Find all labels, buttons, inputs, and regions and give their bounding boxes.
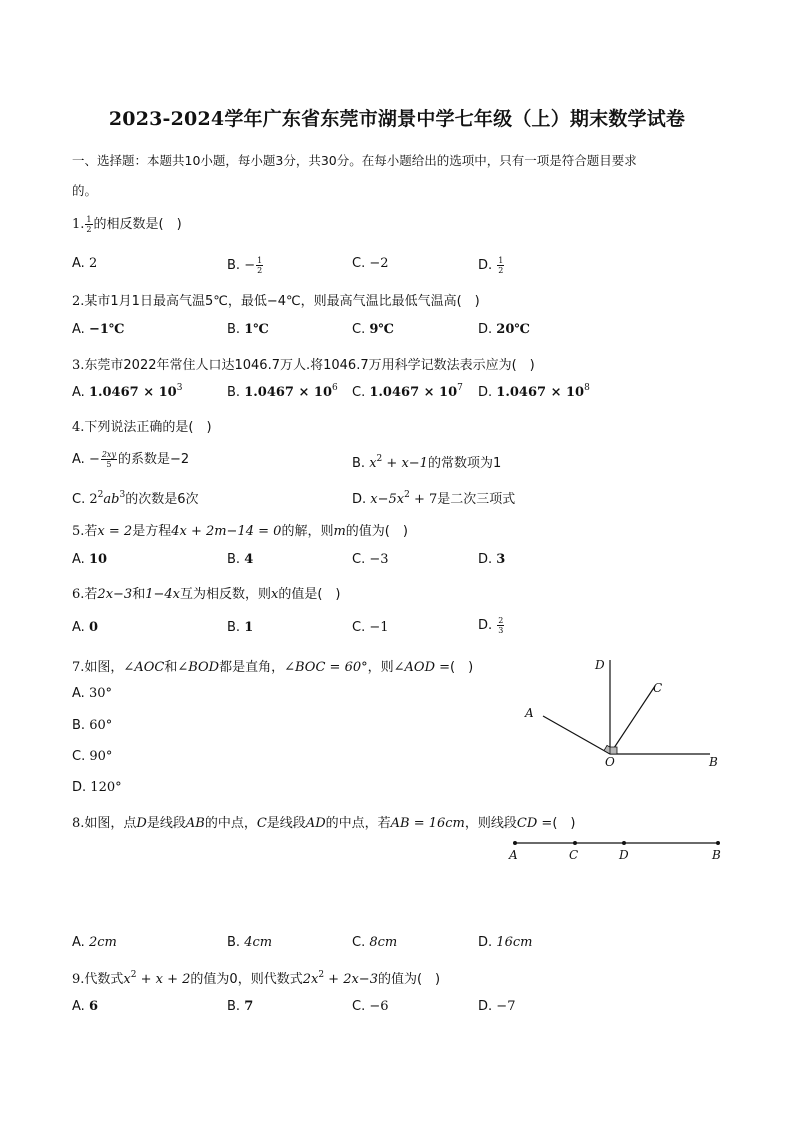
label-b: B — [709, 755, 718, 769]
segment-figure — [500, 835, 735, 867]
question-1-stem: 1. $\frac{1}{2}$ 的相反数是( ) — [72, 215, 182, 234]
question-2-option-b[interactable]: B. 1℃ — [227, 322, 269, 337]
label-c: C — [653, 681, 663, 695]
right-angle-mark-bod — [610, 747, 617, 754]
point-b — [716, 841, 720, 845]
question-4-option-d[interactable]: D. $x-5x^2 + 7$是二次三项式 — [352, 490, 516, 507]
question-1-option-c[interactable]: C. −2 — [352, 256, 389, 271]
label-o: O — [605, 755, 615, 769]
ray-oc — [610, 686, 655, 754]
question-9-stem: 9.代数式$x^2 + x + 2$的值为0，则代数式$2x^2 + 2x-3$的值为( ) — [72, 970, 441, 987]
question-2-option-d[interactable]: D. 20℃ — [478, 322, 530, 337]
point-a — [513, 841, 517, 845]
question-4-stem: 4.下列说法正确的是( ) — [72, 420, 212, 435]
page-title: 2023-2024学年广东省东莞市湖景中学七年级（上）期末数学试卷 — [108, 108, 686, 130]
question-6-option-b[interactable]: B. 1 — [227, 620, 254, 635]
fraction: $\frac{1}{2}$ — [86, 215, 92, 234]
label-a: A — [525, 706, 534, 720]
question-9-option-c[interactable]: C. −6 — [352, 999, 389, 1014]
ray-oa — [543, 716, 610, 754]
label-a: A — [509, 848, 518, 862]
question-7-option-d[interactable]: D. 120° — [72, 780, 122, 795]
question-1-option-a[interactable]: A. 2 — [72, 256, 98, 271]
question-3-stem: 3.东莞市2022年常住人口达1046.7万人.将1046.7万用科学记数法表示应为( ) — [72, 358, 535, 373]
question-5-option-b[interactable]: B. 4 — [227, 552, 254, 567]
question-5-option-d[interactable]: D. 3 — [478, 552, 506, 567]
question-5-stem: 5.若x = 2是方程4x + 2m−14 = 0的解，则m的值为( ) — [72, 524, 408, 539]
question-6-option-a[interactable]: A. 0 — [72, 620, 98, 635]
label-d: D — [619, 848, 629, 862]
question-8-stem: 8.如图，点D是线段AB的中点，C是线段AD的中点，若AB = 16cm，则线段CD =( ) — [72, 816, 576, 831]
question-2-stem: 2.某市1月1日最高气温5℃，最低−4℃，则最高气温比最低气温高( ) — [72, 294, 480, 309]
label-b: B — [712, 848, 721, 862]
question-7-option-a[interactable]: A. 30° — [72, 686, 112, 701]
question-1-option-b[interactable]: B. − $\frac{1}{2}$ — [227, 256, 263, 275]
question-9-option-a[interactable]: A. 6 — [72, 999, 98, 1014]
question-4-option-b[interactable]: B. $x^2 + x-1$的常数项为1 — [352, 454, 502, 471]
point-d — [622, 841, 626, 845]
question-8-option-d[interactable]: D. 16cm — [478, 935, 533, 950]
question-7-option-b[interactable]: B. 60° — [72, 718, 113, 733]
question-3-option-a[interactable]: A. $1.0467 \times 10^3$ — [72, 383, 183, 400]
question-5-option-c[interactable]: C. −3 — [352, 552, 389, 567]
question-3-option-b[interactable]: B. $1.0467 \times 10^6$ — [227, 383, 338, 400]
label-c: C — [569, 848, 579, 862]
question-6-stem: 6.若2x−3和1−4x互为相反数，则x的值是( ) — [72, 587, 341, 602]
section-instructions — [72, 146, 722, 206]
question-6-option-d[interactable]: D. $\frac{2}{3}$ — [478, 616, 504, 635]
question-7-stem: 7.如图，∠AOC和∠BOD都是直角，∠BOC = 60°，则∠AOD =( ) — [72, 660, 474, 675]
question-6-option-c[interactable]: C. −1 — [352, 620, 389, 635]
question-9-option-b[interactable]: B. 7 — [227, 999, 254, 1014]
question-8-option-b[interactable]: B. 4cm — [227, 935, 273, 950]
point-c — [573, 841, 577, 845]
question-8-option-c[interactable]: C. 8cm — [352, 935, 398, 950]
question-4-option-c[interactable]: C. $2^2ab^3$的次数是6次 — [72, 490, 199, 507]
angle-figure — [515, 650, 740, 775]
question-7-option-c[interactable]: C. 90° — [72, 749, 113, 764]
question-4-option-a[interactable]: A. − $\frac{2xy}{5}$ 的系数是−2 — [72, 450, 190, 469]
question-3-option-c[interactable]: C. $1.0467 \times 10^7$ — [352, 383, 463, 400]
label-d: D — [595, 658, 605, 672]
question-2-option-c[interactable]: C. 9℃ — [352, 322, 394, 337]
question-2-option-a[interactable]: A. −1℃ — [72, 322, 125, 337]
question-1-option-d[interactable]: D. $\frac{1}{2}$ — [478, 256, 504, 275]
question-5-option-a[interactable]: A. 10 — [72, 552, 108, 567]
instructions-line-1: 一、选择题：本题共10小题，每小题3分，共30分。在每小题给出的选项中，只有一项是符合题目要求 — [72, 153, 637, 168]
question-3-option-d[interactable]: D. $1.0467 \times 10^8$ — [478, 383, 590, 400]
question-8-option-a[interactable]: A. 2cm — [72, 935, 117, 950]
question-9-option-d[interactable]: D. −7 — [478, 999, 516, 1014]
instructions-line-2: 的。 — [72, 183, 98, 198]
